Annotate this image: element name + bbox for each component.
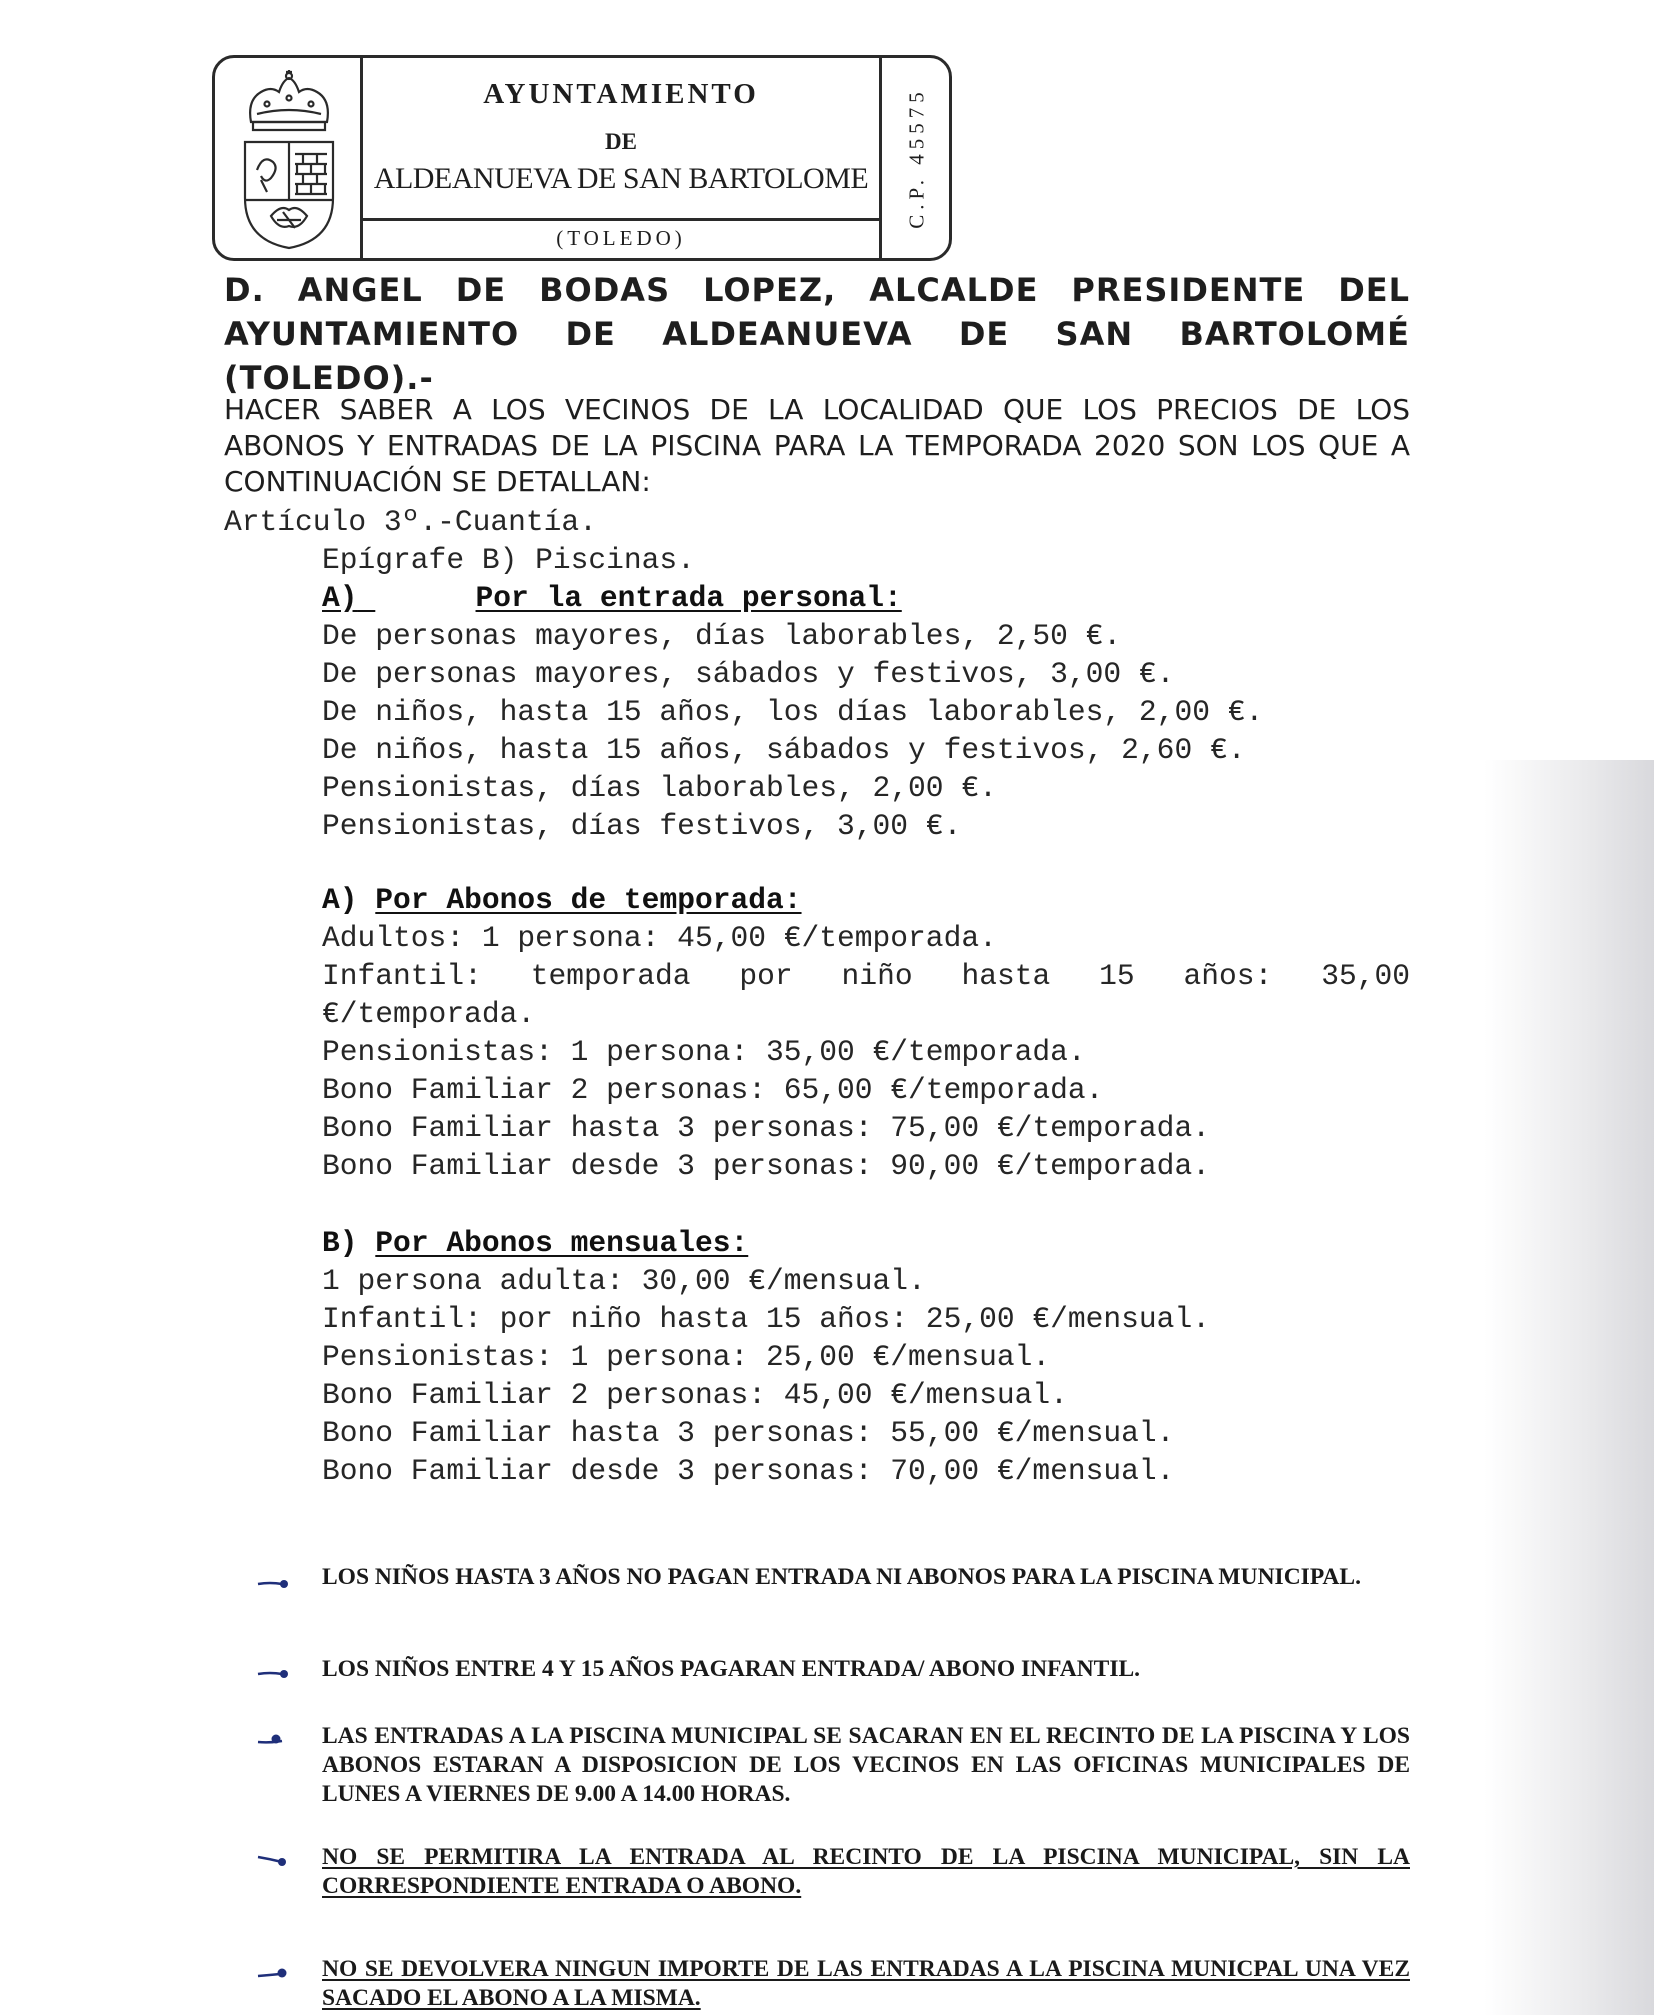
section-mensual-heading [322,1226,748,1260]
scan-shadow [1484,760,1654,2015]
entrada-item: Pensionistas, días laborables, 2,00 €. [322,771,997,805]
article-title: Artículo 3º.-Cuantía. [224,505,597,539]
section-entrada-letter: A) [322,581,358,615]
temporada-item: Bono Familiar desde 3 personas: 90,00 €/temporada. [322,1149,1210,1183]
mensual-item: Bono Familiar hasta 3 personas: 55,00 €/mensual. [322,1416,1175,1450]
mensual-item: Pensionistas: 1 persona: 25,00 €/mensual. [322,1340,1051,1374]
temporada-item: Bono Familiar hasta 3 personas: 75,00 €/temporada. [322,1111,1210,1145]
mensual-item: Infantil: por niño hasta 15 años: 25,00 €/mensual. [322,1302,1210,1336]
note-item: NO SE PERMITIRA LA ENTRADA AL RECINTO DE LA PISCINA MUNICIPAL, SIN LA CORRESPONDIENTE ENTRADA O ABONO. [322,1844,1410,1899]
section-temporada-title: Por Abonos de temporada: [375,883,802,917]
announcement-text: HACER SABER A LOS VECINOS DE LA LOCALIDAD QUE LOS PRECIOS DE LOS ABONOS Y ENTRADAS DE LA PISCINA PARA LA TEMPORADA 2020 SON LOS QUE A CONTINUACIÓN SE DETALLAN: [224,393,1410,498]
note-item: LOS NIÑOS ENTRE 4 Y 15 AÑOS PAGARAN ENTRADA/ ABONO INFANTIL. [322,1656,1141,1682]
bullet-mark-icon [256,1577,290,1591]
section-mensual-letter: B) [322,1226,358,1260]
bullet-mark-icon [256,1853,290,1867]
bullet-mark-icon [256,1667,290,1681]
entrada-item: Pensionistas, días festivos, 3,00 €. [322,809,962,843]
temporada-item: Adultos: 1 persona: 45,00 €/temporada. [322,921,997,955]
letterhead-postal-code: C.P. 45575 [904,87,929,229]
section-entrada-heading [322,581,902,615]
section-temporada-heading [322,883,802,917]
temporada-item: Bono Familiar 2 personas: 65,00 €/temporada. [322,1073,1104,1107]
municipal-letterhead-stamp [212,55,952,261]
letterhead-ayuntamiento: AYUNTAMIENTO [483,78,759,110]
section-entrada-gap [358,581,476,615]
note-item: LAS ENTRADAS A LA PISCINA MUNICIPAL SE SACARAN EN EL RECINTO DE LA PISCINA Y LOS ABONOS ESTARAN A DISPOSICION DE LOS VECINOS EN LAS OFICINAS MUNICIPALES DE LUNES A VIERNES DE 9.00 A 14.00 HORAS. [322,1723,1410,1807]
entrada-item: De personas mayores, días laborables, 2,50 €. [322,619,1122,653]
letterhead-municipality: ALDEANUEVA DE SAN BARTOLOME [373,162,869,195]
epigraph-title: Epígrafe B) Piscinas. [322,543,695,577]
entrada-item: De personas mayores, sábados y festivos, 3,00 €. [322,657,1175,691]
bullet-mark-icon [256,1733,290,1747]
stamp-divider-bottom [363,218,879,221]
letterhead-de: DE [605,129,637,154]
letterhead-postal-box [882,58,952,258]
bullet-mark-icon [256,1966,290,1980]
note-item: LOS NIÑOS HASTA 3 AÑOS NO PAGAN ENTRADA NI ABONOS PARA LA PISCINA MUNICIPAL. [322,1564,1361,1590]
entrada-item: De niños, hasta 15 años, los días laborables, 2,00 €. [322,695,1264,729]
coat-of-arms-icon [237,70,341,252]
temporada-item: Pensionistas: 1 persona: 35,00 €/temporada. [322,1035,1086,1069]
mensual-item: Bono Familiar desde 3 personas: 70,00 €/mensual. [322,1454,1175,1488]
section-entrada-title: Por la entrada personal: [475,581,902,615]
temporada-item: Infantil: temporada por niño hasta 15 años: 35,00 [322,959,1410,993]
note-item: NO SE DEVOLVERA NINGUN IMPORTE DE LAS ENTRADAS A LA PISCINA MUNICPAL UNA VEZ SACADO EL ABONO A LA MISMA. [322,1956,1410,2011]
mensual-item: 1 persona adulta: 30,00 €/mensual. [322,1264,926,1298]
section-mensual-title: Por Abonos mensuales: [375,1226,749,1260]
entrada-item: De niños, hasta 15 años, sábados y festivos, 2,60 €. [322,733,1246,767]
letterhead-province: (TOLEDO) [556,226,686,250]
mayor-heading: D. ANGEL DE BODAS LOPEZ, ALCALDE PRESIDENTE DEL AYUNTAMIENTO DE ALDEANUEVA DE SAN BARTOLOMÉ (TOLEDO).- [224,271,1410,397]
mensual-item: Bono Familiar 2 personas: 45,00 €/mensual. [322,1378,1068,1412]
temporada-item-continued: €/temporada. [322,997,536,1031]
section-temporada-letter: A) [322,883,358,917]
